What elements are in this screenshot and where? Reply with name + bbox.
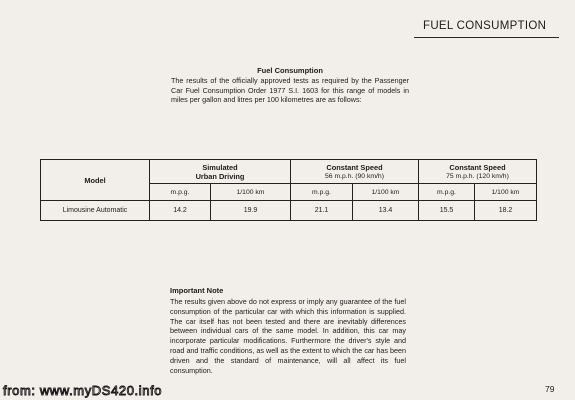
unit-header-cell: m.p.g. <box>150 184 211 201</box>
note-paragraph: The results given above do not express or imply any guarantee of the fuel consumption of the particular car with which this information is supplied. The car itself has not been tested and there are inevitably differences between individual cars of the same model. In addition, this car may incorporate particular modifications. Furthermore the driver's style and road and traffic conditions, as well as the extent to which the car has been driven and the standard of maintenance, will all affect its fuel consumption. <box>170 297 406 375</box>
group-subtitle: Urban Driving <box>195 171 245 181</box>
group-header-urban <box>150 160 291 184</box>
group-subtitle: 56 m.p.h. (90 km/h) <box>325 172 384 180</box>
group-header-75mph <box>419 160 537 184</box>
intro-heading: Fuel Consumption <box>257 66 323 75</box>
fuel-consumption-table <box>40 159 537 221</box>
unit-header-cell: 1/100 km <box>211 184 291 201</box>
group-header-56mph <box>291 160 419 184</box>
page-header-title: FUEL CONSUMPTION <box>423 20 547 32</box>
value-cell: 15.5 <box>419 201 475 221</box>
note-heading: Important Note <box>170 286 224 295</box>
intro-paragraph: The results of the officially approved tests as required by the Passenger Car Fuel Consumption Order 1977 S.I. 1603 for this range of models in miles per gallon and litres per 100 kilometres are as follows: <box>171 76 409 105</box>
unit-header-cell: 1/100 km <box>353 184 419 201</box>
unit-header-cell: m.p.g. <box>419 184 475 201</box>
model-cell: Limousine Automatic <box>41 201 150 221</box>
page-number: 79 <box>545 384 555 394</box>
group-subtitle: 75 m.p.h. (120 km/h) <box>446 172 509 180</box>
value-cell: 14.2 <box>150 201 211 221</box>
intro-section <box>171 66 409 105</box>
value-cell: 19.9 <box>211 201 291 221</box>
group-title: Constant Speed <box>326 162 383 172</box>
value-cell: 21.1 <box>291 201 353 221</box>
header-rule <box>414 37 559 38</box>
unit-header-cell: m.p.g. <box>291 184 353 201</box>
group-title: Simulated <box>202 162 238 172</box>
group-title: Constant Speed <box>449 162 506 172</box>
important-note-section <box>170 286 406 375</box>
table-row <box>41 201 537 221</box>
model-column-header: Model <box>41 160 150 201</box>
unit-header-cell: 1/100 km <box>475 184 537 201</box>
source-watermark: from: www.myDS420.info <box>3 383 163 398</box>
value-cell: 18.2 <box>475 201 537 221</box>
value-cell: 13.4 <box>353 201 419 221</box>
